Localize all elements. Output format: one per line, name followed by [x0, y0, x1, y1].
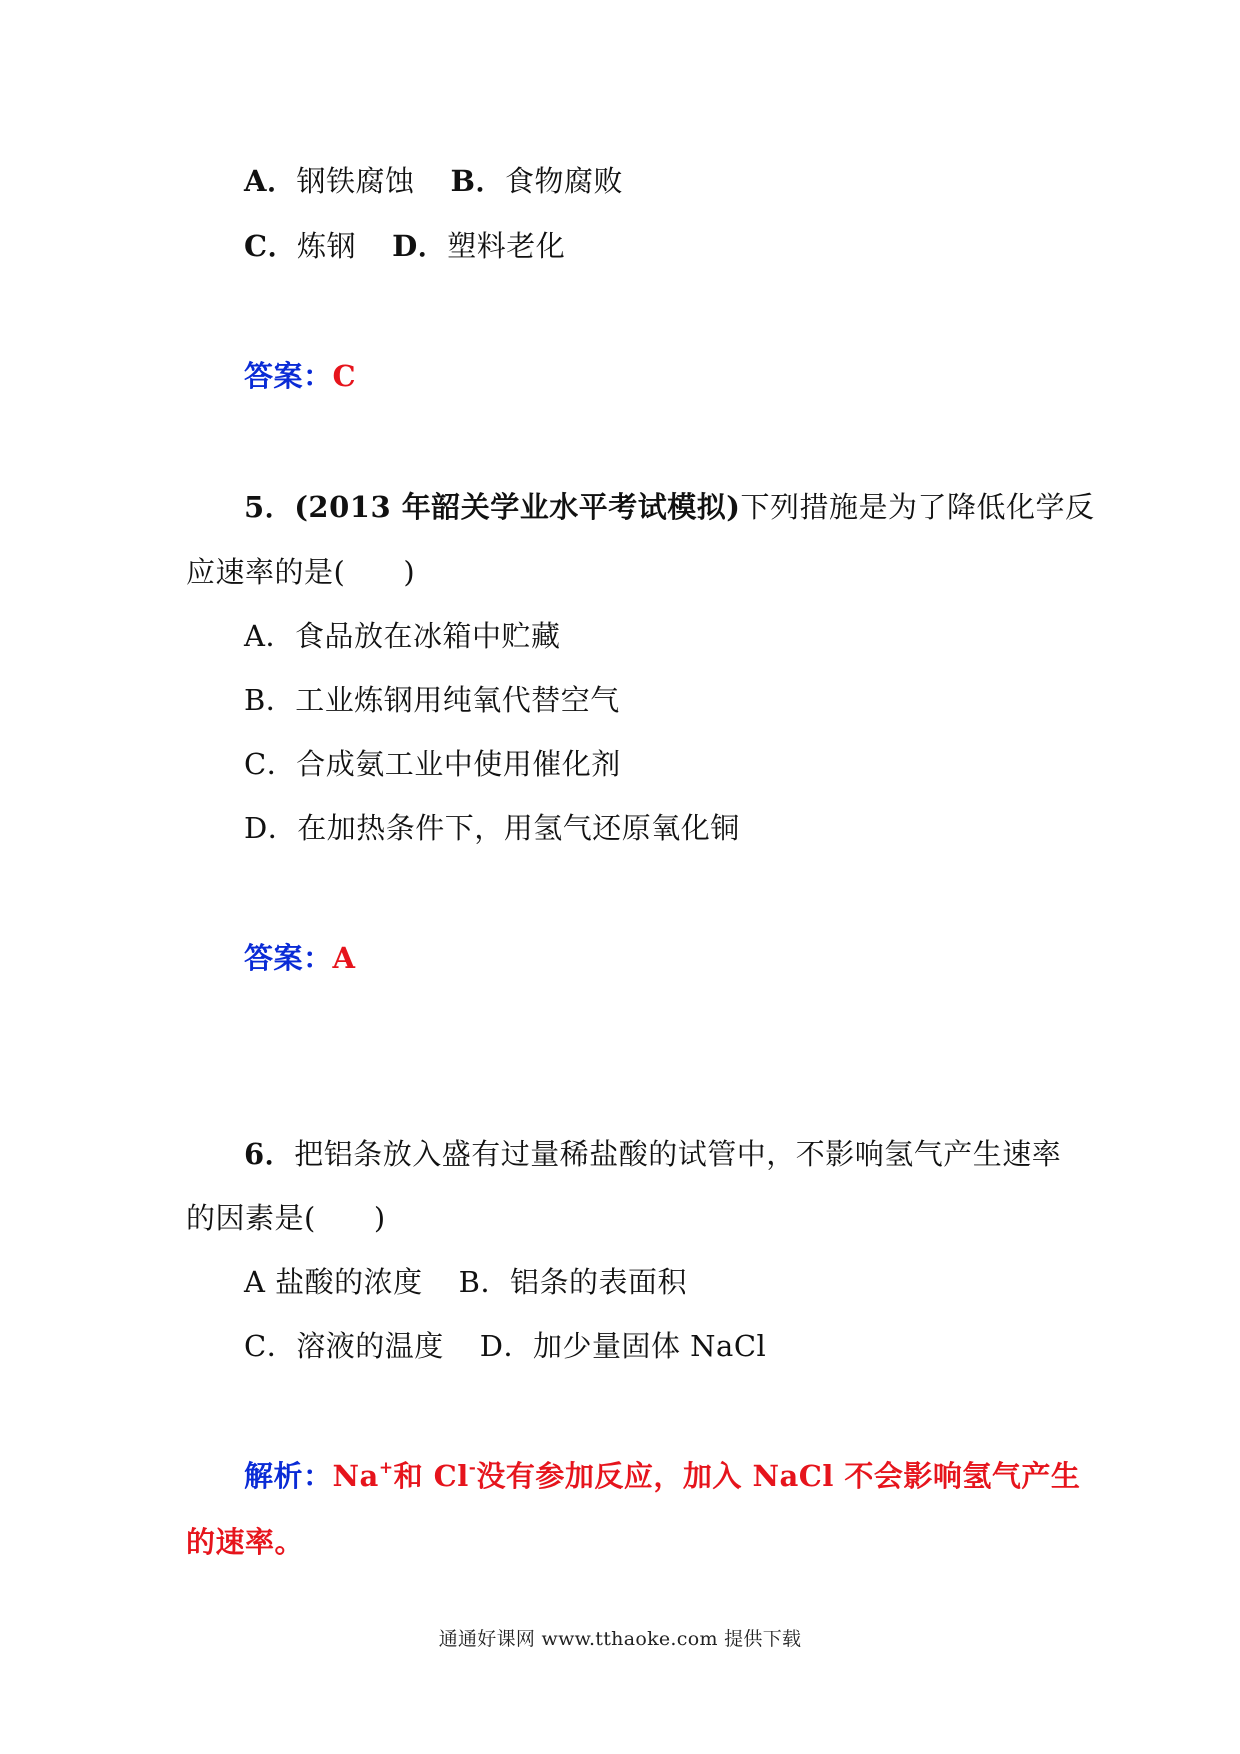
q4-option-b-text: 食物腐败: [505, 164, 624, 198]
q6-analysis-na-charge: +: [378, 1458, 394, 1479]
q5-option-a: A．食品放在冰箱中贮藏: [244, 619, 561, 653]
q4-options-row2: [244, 228, 565, 264]
q6-option-b: B．铝条的表面积: [458, 1265, 687, 1299]
q5-answer-label: 答案：: [244, 941, 333, 975]
q6-option-d: D．加少量固体 NaCl: [479, 1329, 767, 1363]
q4-option-b-label: B．: [450, 164, 506, 198]
q4-option-a-label: A．: [244, 164, 297, 198]
q6-stem-line2: [186, 1200, 386, 1236]
q6-analysis-cl-charge: -: [468, 1458, 477, 1479]
q6-analysis-he: 和 Cl: [393, 1459, 469, 1493]
q5-stem-line2: [186, 554, 415, 590]
q6-number: 6．: [244, 1137, 295, 1171]
q5-option-c: C．合成氨工业中使用催化剂: [244, 747, 621, 781]
q5-stem-close: ): [403, 555, 416, 589]
q4-option-a-text: 钢铁腐蚀: [296, 164, 415, 198]
q6-stem-close: ): [373, 1201, 386, 1235]
q5-answer-value: A: [332, 941, 356, 975]
q6-stem-text1: 把铝条放入盛有过量稀盐酸的试管中，不影响氢气产生速率: [294, 1137, 1062, 1171]
q6-analysis-line1: [244, 1458, 1080, 1494]
q4-answer-label: 答案：: [244, 359, 333, 393]
q5-option-b: B．工业炼钢用纯氧代替空气: [244, 683, 620, 717]
q5-stem-line1: [244, 489, 1094, 525]
q4-option-d-text: 塑料老化: [447, 229, 566, 263]
q5-stem-text1: 下列措施是为了降低化学反: [740, 490, 1095, 524]
q6-analysis-line2: 的速率。: [186, 1525, 305, 1559]
q5-number: 5．: [244, 490, 295, 524]
q6-analysis-label: 解析：: [244, 1459, 333, 1493]
q4-option-d-label: D．: [392, 229, 448, 263]
q6-stem-text2: 的因素是(: [186, 1201, 316, 1235]
q4-option-c-text: 炼钢: [297, 229, 357, 263]
q6-analysis-na: Na: [332, 1459, 379, 1493]
q6-options-row1: [244, 1264, 687, 1300]
q5-stem-text2: 应速率的是(: [186, 555, 346, 589]
q5-option-d: D．在加热条件下，用氢气还原氧化铜: [244, 811, 740, 845]
q4-answer-value: C: [332, 359, 357, 393]
q6-options-row2: [244, 1328, 766, 1364]
q6-stem-line1: [244, 1136, 1061, 1172]
q6-analysis-rest: 没有参加反应，加入 NaCl 不会影响氢气产生: [476, 1459, 1081, 1493]
q4-options-row1: [244, 163, 623, 199]
q6-analysis-body: [333, 1459, 1081, 1493]
q4-answer: [244, 358, 356, 394]
q4-option-c-label: C．: [244, 229, 298, 263]
q5-source: (2013 年韶关学业水平考试模拟): [294, 490, 741, 524]
q6-option-c: C．溶液的温度: [244, 1329, 444, 1363]
q5-answer: [244, 940, 356, 976]
footer-credit: 通通好课网 www.tthaoke.com 提供下载: [438, 1628, 802, 1650]
q6-option-a: A 盐酸的浓度: [244, 1265, 423, 1299]
